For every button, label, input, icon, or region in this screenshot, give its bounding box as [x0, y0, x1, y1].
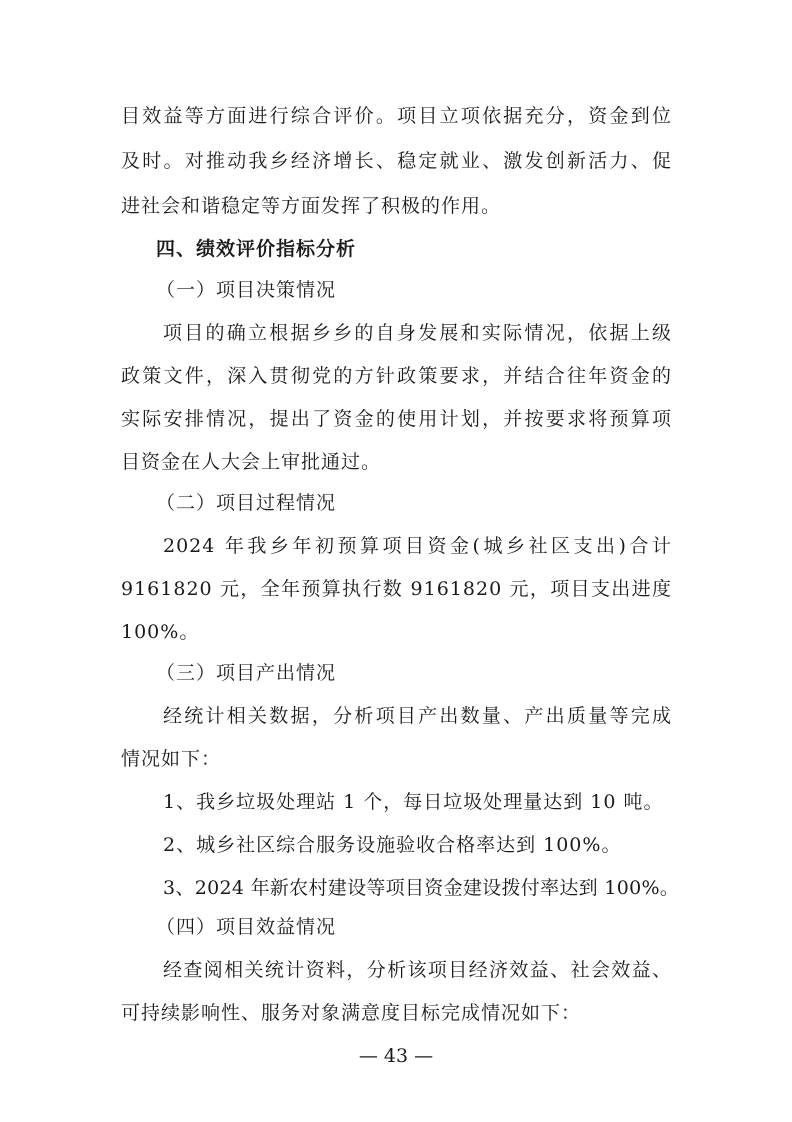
paragraph-line: 2024 年我乡年初预算项目资金(城乡社区支出)合计 [163, 535, 672, 557]
subsection-heading: （一）项目决策情况 [156, 279, 337, 301]
paragraph-line: 9161820 元，全年预算执行数 9161820 元，项目支出进度 [121, 578, 672, 600]
subsection-heading: （四）项目效益情况 [156, 916, 337, 938]
paragraph-line: 情况如下： [121, 748, 222, 770]
paragraph-line: 政策文件，深入贯彻党的方针政策要求，并结合往年资金的 [121, 365, 672, 387]
paragraph-line: 及时。对推动我乡经济增长、稳定就业、激发创新活力、促 [121, 150, 672, 172]
paragraph-line: 目效益等方面进行综合评价。项目立项依据充分，资金到位 [121, 105, 672, 127]
paragraph-line: 经查阅相关统计资料，分析该项目经济效益、社会效益、 [163, 959, 672, 981]
paragraph-line: 100%。 [121, 621, 200, 643]
list-item: 2、城乡社区综合服务设施验收合格率达到 100%。 [163, 834, 622, 856]
paragraph-line: 可持续影响性、服务对象满意度目标完成情况如下： [121, 1002, 582, 1024]
page-number: — 43 — [358, 1045, 434, 1067]
section-heading: 四、绩效评价指标分析 [156, 238, 357, 260]
subsection-heading: （三）项目产出情况 [156, 662, 337, 684]
paragraph-line: 实际安排情况，提出了资金的使用计划，并按要求将预算项 [121, 408, 672, 430]
list-item: 3、2024 年新农村建设等项目资金建设拨付率达到 100%。 [163, 877, 680, 899]
paragraph-line: 目资金在人大会上审批通过。 [121, 451, 382, 473]
paragraph-line: 进社会和谐稳定等方面发挥了积极的作用。 [121, 195, 502, 217]
list-item: 1、我乡垃圾处理站 1 个，每日垃圾处理量达到 10 吨。 [163, 791, 664, 813]
paragraph-line: 项目的确立根据乡乡的自身发展和实际情况，依据上级 [163, 322, 672, 344]
subsection-heading: （二）项目过程情况 [156, 492, 337, 514]
paragraph-line: 经统计相关数据，分析项目产出数量、产出质量等完成 [163, 705, 672, 727]
